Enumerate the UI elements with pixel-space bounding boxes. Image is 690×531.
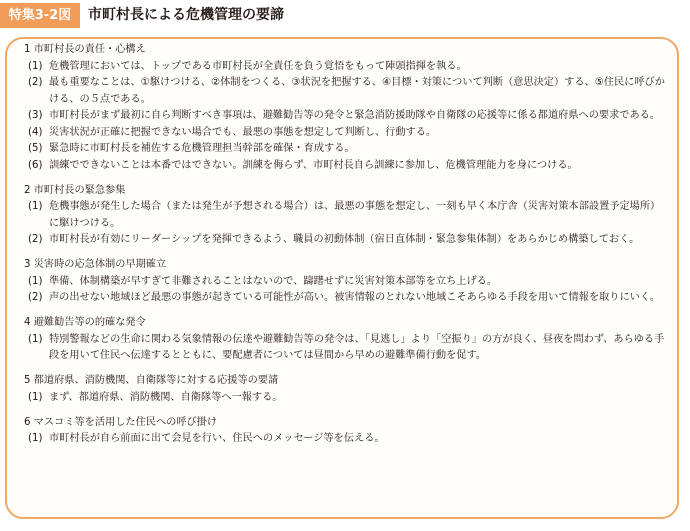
section-1 <box>20 42 668 174</box>
list-item <box>20 141 668 158</box>
list-item <box>20 232 668 249</box>
item-text: 最も重要なことは、①駆けつける、②体制をつくる、③状況を把握する、④目標・対策について判断（意思決定）する、⑤住民に呼びかける、の５点である。 <box>49 77 665 105</box>
figure-number-badge: 特集3-2図 <box>0 3 80 28</box>
list-item <box>20 199 668 232</box>
item-number: (1) <box>28 275 43 287</box>
item-text: 特別警報などの生命に関わる気象情報の伝達や避難勧告等の発令は、「見逃し」より「空振り」の方が良く、昼夜を問わず、あらゆる手段を用いて住民へ伝達するとともに、要配慮者については昼間から早めの避難準備行動を促す。 <box>49 333 665 362</box>
section-title: 6 マスコミ等を活用した住民への呼び掛け <box>24 416 218 428</box>
list-item <box>20 274 668 291</box>
item-number: (2) <box>28 234 43 246</box>
item-text: まず、都道府県、消防機関、自衛隊等へ一報する。 <box>49 391 283 403</box>
item-number: (6) <box>28 159 43 171</box>
item-text: 緊急時に市町村長を補佐する危機管理担当幹部を確保・育成する。 <box>49 143 355 154</box>
section-3 <box>20 257 668 307</box>
list-item <box>20 125 668 142</box>
item-number: (1) <box>28 60 43 72</box>
item-text: 声の出せない地域ほど最悪の事態が起きている可能性が高い。被害情報のとれない地域こそあらゆる手段を用いて情報を取りにいく。 <box>49 292 661 304</box>
item-text: 市町村長が有効にリーダーシップを発揮できるよう、職員の初動体制（宿日直体制・緊急参集体制）をあらかじめ構築しておく。 <box>49 234 640 246</box>
figure-title: 市町村長による危機管理の要諦 <box>88 7 284 23</box>
list-item <box>20 108 668 125</box>
item-text: 市町村長が自ら前面に出て会見を行い、住民へのメッセージ等を伝える。 <box>49 433 385 445</box>
item-text: 準備、体制構築が早すぎて非難されることはないので、躊躇せずに災害対策本部等を立ち上げる。 <box>49 275 498 287</box>
item-text: 災害状況が正確に把握できない場合でも、最悪の事態を想定して判断し、行動する。 <box>49 126 437 138</box>
content-body <box>20 42 668 457</box>
section-title: 4 避難勧告等の的確な発令 <box>24 317 146 329</box>
section-6 <box>20 415 668 448</box>
list-item <box>20 290 668 307</box>
item-number: (1) <box>28 333 43 345</box>
section-4 <box>20 315 668 365</box>
list-item <box>20 431 668 448</box>
item-text: 訓練でできないことは本番ではできない。訓練を侮らず、市町村長自ら訓練に参加し、危機管理能力を身につける。 <box>49 159 578 171</box>
item-number: (5) <box>28 143 43 154</box>
item-number: (4) <box>28 126 43 138</box>
section-2 <box>20 183 668 249</box>
section-title: 3 災害時の応急体制の早期確立 <box>24 259 167 271</box>
list-item <box>20 332 668 365</box>
item-number: (1) <box>28 201 43 213</box>
list-item <box>20 390 668 407</box>
item-number: (1) <box>28 391 43 403</box>
section-5 <box>20 373 668 406</box>
item-text: 危機事態が発生した場合（または発生が予想される場合）は、最悪の事態を想定し、一刻も早く本庁舎（災害対策本部設置予定場所）に駆けつける。 <box>49 201 661 229</box>
list-item <box>20 75 668 108</box>
item-text: 危機管理においては、トップである市町村長が全責任を負う覚悟をもって陣頭指揮を執る。 <box>49 60 467 72</box>
item-number: (1) <box>28 433 43 445</box>
item-number: (2) <box>28 77 43 88</box>
section-title: 1 市町村長の責任・心構え <box>24 44 146 55</box>
list-item <box>20 158 668 175</box>
item-text: 市町村長がまず最初に自ら判断すべき事項は、避難勧告等の発令と緊急消防援助隊や自衛隊の応援等に係る都道府県への要求である。 <box>49 110 661 121</box>
figure-header <box>0 0 690 34</box>
item-number: (2) <box>28 292 43 304</box>
list-item <box>20 59 668 76</box>
section-title: 5 都道府県、消防機関、自衛隊等に対する応援等の要請 <box>24 375 279 387</box>
item-number: (3) <box>28 110 43 121</box>
section-title: 2 市町村長の緊急参集 <box>24 184 126 196</box>
